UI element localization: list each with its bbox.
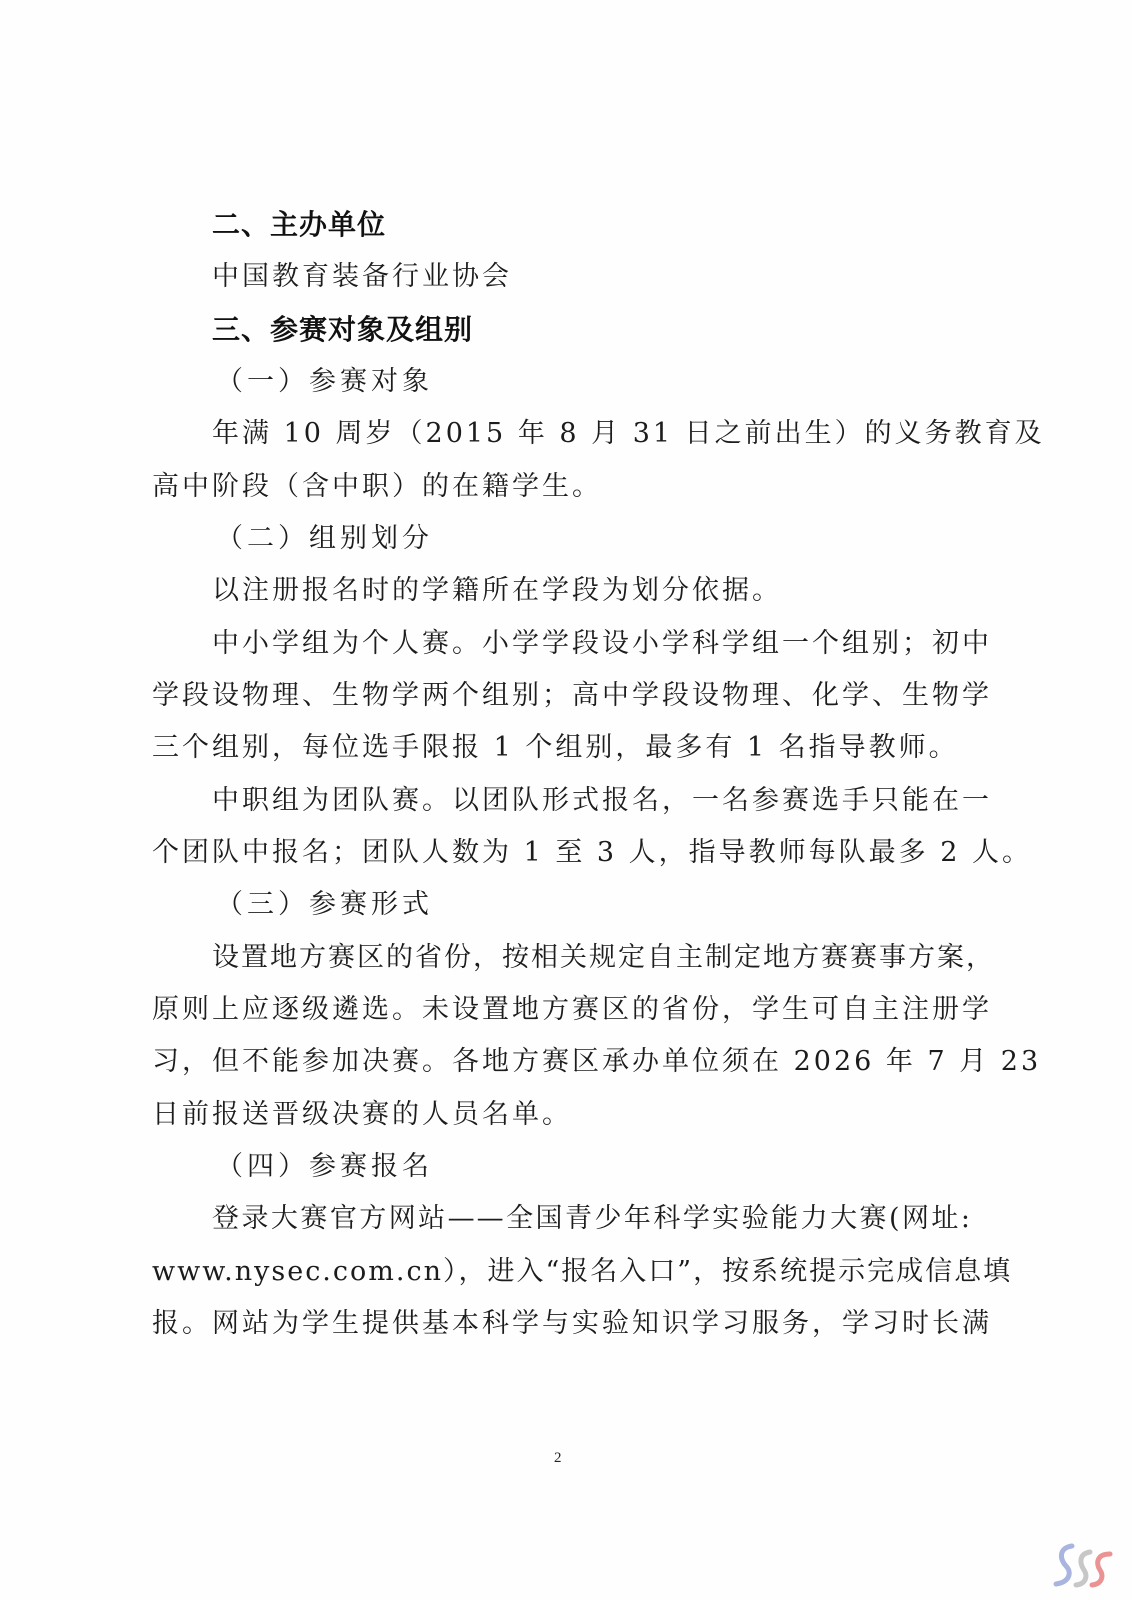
section-heading-organizer: 二、主办单位 <box>212 208 387 241</box>
paragraph-line: 报。网站为学生提供基本科学与实验知识学习服务，学习时长满 <box>152 1308 992 1339</box>
paragraph-line: 高中阶段（含中职）的在籍学生。 <box>152 471 602 502</box>
paragraph-line: 设置地方赛区的省份，按相关规定自主制定地方赛赛事方案， <box>212 942 995 973</box>
paragraph-line: 原则上应逐级遴选。未设置地方赛区的省份，学生可自主注册学 <box>152 994 992 1025</box>
paragraph-line: 学段设物理、生物学两个组别；高中学段设物理、化学、生物学 <box>152 680 992 711</box>
paragraph-line: 中职组为团队赛。以团队形式报名，一名参赛选手只能在一 <box>212 785 992 816</box>
paragraph-line: 年满 10 周岁（2015 年 8 月 31 日之前出生）的义务教育及 <box>212 418 1045 449</box>
paragraph-line: 日前报送晋级决赛的人员名单。 <box>152 1099 572 1130</box>
paragraph-line: 个团队中报名；团队人数为 1 至 3 人，指导教师每队最多 2 人。 <box>152 837 1033 868</box>
section-heading-participants: 三、参赛对象及组别 <box>212 313 474 346</box>
paragraph-line: 登录大赛官方网站——全国青少年科学实验能力大赛(网址: <box>212 1203 972 1234</box>
paragraph-line: 以注册报名时的学籍所在学段为划分依据。 <box>212 575 782 606</box>
paragraph-line: 中小学组为个人赛。小学学段设小学科学组一个组别；初中 <box>212 628 992 659</box>
subsection-heading-groups: （二）组别划分 <box>216 523 433 554</box>
subsection-heading-registration: （四）参赛报名 <box>216 1151 433 1182</box>
paragraph-line-with-url: www.nysec.com.cn），进入“报名入口”，按系统提示完成信息填 <box>152 1256 1013 1287</box>
subsection-heading-participants: （一）参赛对象 <box>216 366 433 397</box>
organizer-name: 中国教育装备行业协会 <box>212 261 512 292</box>
paragraph-line: 三个组别，每位选手限报 1 个组别，最多有 1 名指导教师。 <box>152 732 959 763</box>
paragraph-line: 习，但不能参加决赛。各地方赛区承办单位须在 2026 年 7 月 23 <box>152 1046 1042 1077</box>
subsection-heading-format: （三）参赛形式 <box>216 889 433 920</box>
page-number: 2 <box>554 1450 562 1466</box>
sss-logo-icon <box>1050 1540 1120 1588</box>
